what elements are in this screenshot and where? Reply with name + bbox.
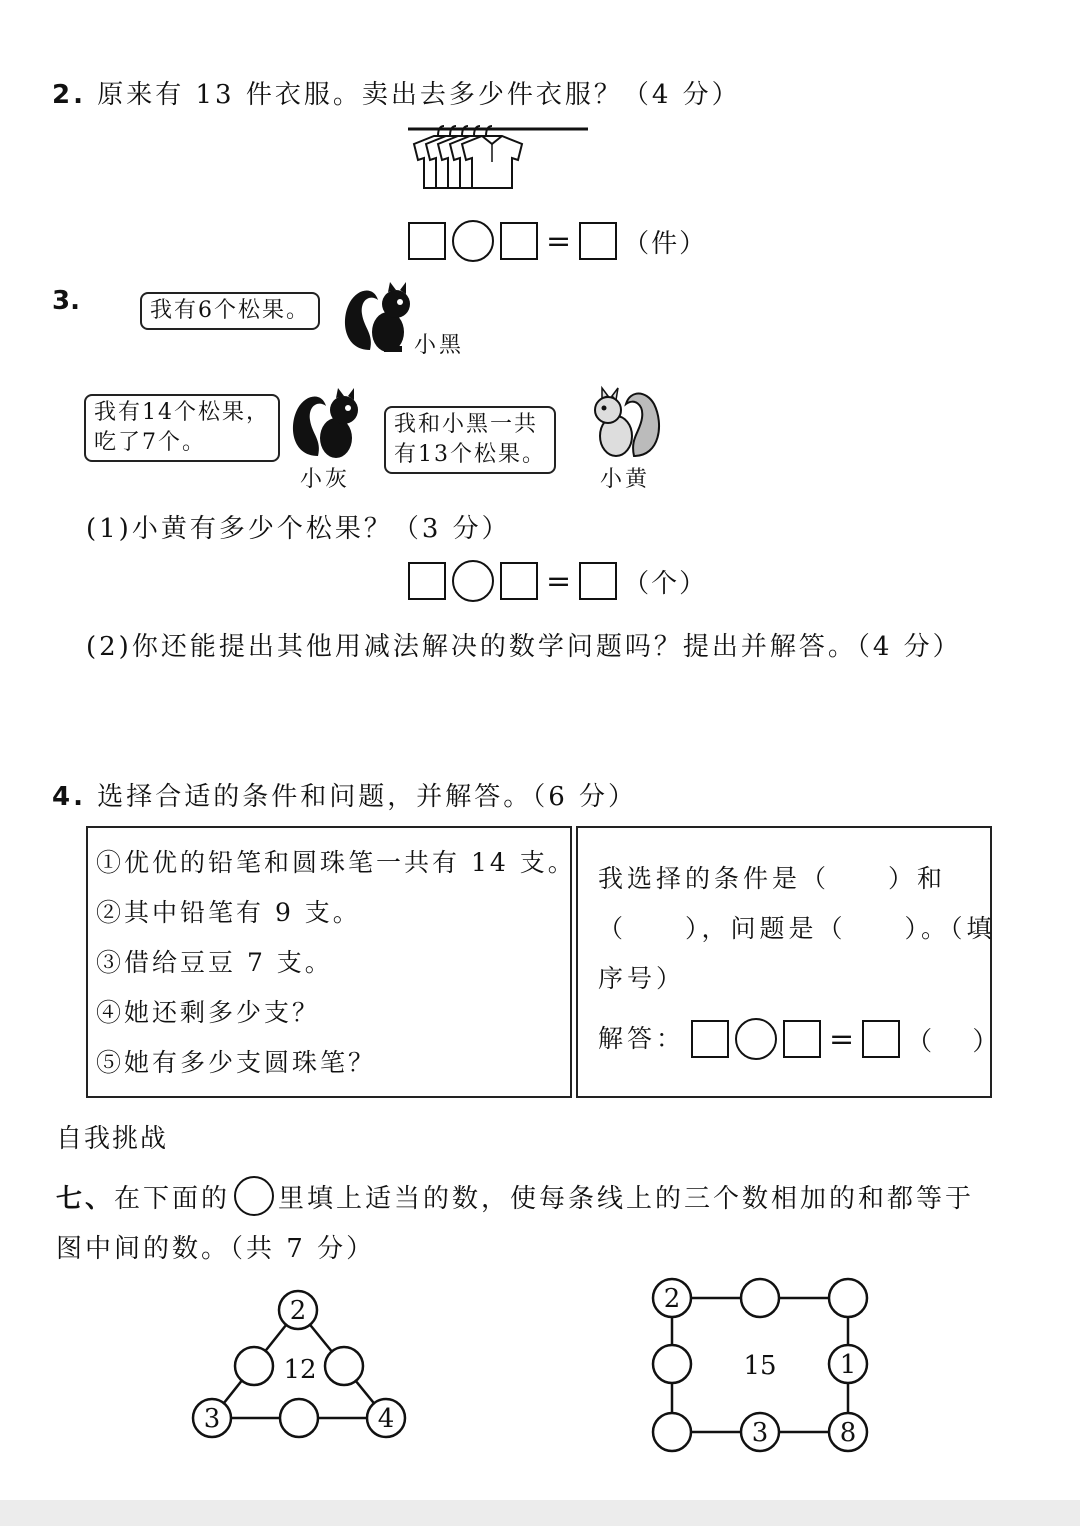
xiaohei-name: 小黑 <box>414 333 465 358</box>
triangle-right-blank-circle[interactable] <box>325 1347 363 1385</box>
xiaohei-speech-text: 我有6个松果。 <box>150 298 310 323</box>
q4-option-4: ④她还剩多少支？ <box>96 998 321 1027</box>
squirrel-yellow-illustration <box>584 384 664 464</box>
q4-answer-box-1[interactable] <box>691 1020 729 1058</box>
q3-sub2-text: (2)你还能提出其他用减法解决的数学问题吗？提出并解答。（4 分） <box>86 632 962 662</box>
q3-answer-box-1[interactable] <box>408 562 446 600</box>
square-bottom-right-number: 8 <box>839 1418 857 1448</box>
challenge-heading: 自我挑战 <box>56 1124 169 1154</box>
q7-text-b: 里填上适当的数，使每条线上的三个数相加的和都等于 <box>278 1183 975 1214</box>
clothes-rack-illustration <box>404 122 594 196</box>
q3-number: 3. <box>52 286 80 316</box>
page-bottom-edge <box>0 1500 1080 1526</box>
q4-options-box <box>86 826 576 1098</box>
q4-option-1: ①优优的铅笔和圆珠笔一共有 14 支。 <box>96 848 576 877</box>
q2-number: 2. <box>52 80 86 110</box>
q4-answer-box-2[interactable] <box>783 1020 821 1058</box>
equals-sign: = <box>546 563 572 599</box>
square-center-number: 15 <box>743 1351 777 1381</box>
q4-result-box[interactable] <box>862 1020 900 1058</box>
q4-number: 4. <box>52 782 86 812</box>
q3-operator-circle[interactable] <box>452 560 494 602</box>
q7-line1 <box>56 1176 974 1216</box>
squirrel-black-illustration <box>340 280 416 356</box>
q2-answer-box-1[interactable] <box>408 222 446 260</box>
q4-operator-circle[interactable] <box>735 1018 777 1060</box>
xiaohuang-name: 小黄 <box>600 467 651 492</box>
q2-equation <box>408 220 707 262</box>
squirrel-gray-illustration <box>288 386 364 462</box>
xiaohui-speech-line2: 吃了7个。 <box>94 430 206 455</box>
q4-choice-line3: 序号） <box>598 964 686 993</box>
xiaohuang-speech-bubble <box>384 406 556 474</box>
q3-equation <box>408 560 707 602</box>
square-puzzle <box>640 1272 890 1462</box>
xiaohei-speech-bubble <box>140 292 320 330</box>
q2-text: 原来有 13 件衣服。卖出去多少件衣服？（4 分） <box>97 80 741 110</box>
q2-result-box[interactable] <box>579 222 617 260</box>
xiaohui-speech-line1: 我有14个松果， <box>94 400 270 425</box>
square-top-left-number: 2 <box>663 1284 681 1314</box>
q4-choice-line2: （ ），问题是（ ）。（填 <box>598 914 996 943</box>
triangle-center-number: 12 <box>283 1355 317 1385</box>
triangle-bottom-right-number: 4 <box>377 1404 395 1434</box>
q4-option-2: ②其中铅笔有 9 支。 <box>96 898 361 927</box>
square-right-middle-number: 1 <box>839 1350 857 1380</box>
triangle-bottom-left-number: 3 <box>203 1404 221 1434</box>
q4-title <box>52 776 637 813</box>
square-top-middle-blank-circle[interactable] <box>741 1279 779 1317</box>
q2-title <box>52 74 741 111</box>
square-left-middle-blank-circle[interactable] <box>653 1345 691 1383</box>
xiaohuang-speech-line2: 有13个松果。 <box>394 442 546 467</box>
q3-answer-box-2[interactable] <box>500 562 538 600</box>
q3-unit: （个） <box>623 568 708 599</box>
q4-equation <box>598 1014 1000 1064</box>
q4-option-3: ③借给豆豆 7 支。 <box>96 948 333 977</box>
equals-sign: = <box>546 223 572 259</box>
triangle-puzzle <box>180 1284 420 1454</box>
q7-line2: 图中间的数。（共 7 分） <box>56 1234 376 1264</box>
triangle-top-number: 2 <box>289 1296 307 1326</box>
equals-sign: = <box>829 1021 855 1057</box>
q7-number: 七、 <box>56 1183 115 1214</box>
q2-operator-circle[interactable] <box>452 220 494 262</box>
q4-answer-box <box>576 826 1001 1098</box>
q2-unit: （件） <box>623 228 708 259</box>
q7-text-a: 在下面的 <box>114 1183 231 1214</box>
q4-unit[interactable]: （ ） <box>906 1026 1001 1057</box>
q3-sub1-text: (1)小黄有多少个松果？（3 分） <box>86 514 511 544</box>
q2-answer-box-2[interactable] <box>500 222 538 260</box>
square-bottom-middle-number: 3 <box>751 1418 769 1448</box>
xiaohui-speech-bubble <box>84 394 280 462</box>
xiaohui-name: 小灰 <box>300 467 351 492</box>
q4-text: 选择合适的条件和问题，并解答。（6 分） <box>97 782 638 812</box>
xiaohuang-speech-line1: 我和小黑一共 <box>394 412 539 437</box>
q4-answer-label: 解答： <box>598 1024 686 1053</box>
q3-result-box[interactable] <box>579 562 617 600</box>
triangle-bottom-blank-circle[interactable] <box>280 1399 318 1437</box>
q4-option-5: ⑤她有多少支圆珠笔？ <box>96 1048 377 1077</box>
blank-circle-icon <box>234 1176 274 1216</box>
q4-choice-line1: 我选择的条件是（ ）和 <box>598 864 947 893</box>
square-bottom-left-blank-circle[interactable] <box>653 1413 691 1451</box>
triangle-left-blank-circle[interactable] <box>235 1347 273 1385</box>
square-top-right-blank-circle[interactable] <box>829 1279 867 1317</box>
